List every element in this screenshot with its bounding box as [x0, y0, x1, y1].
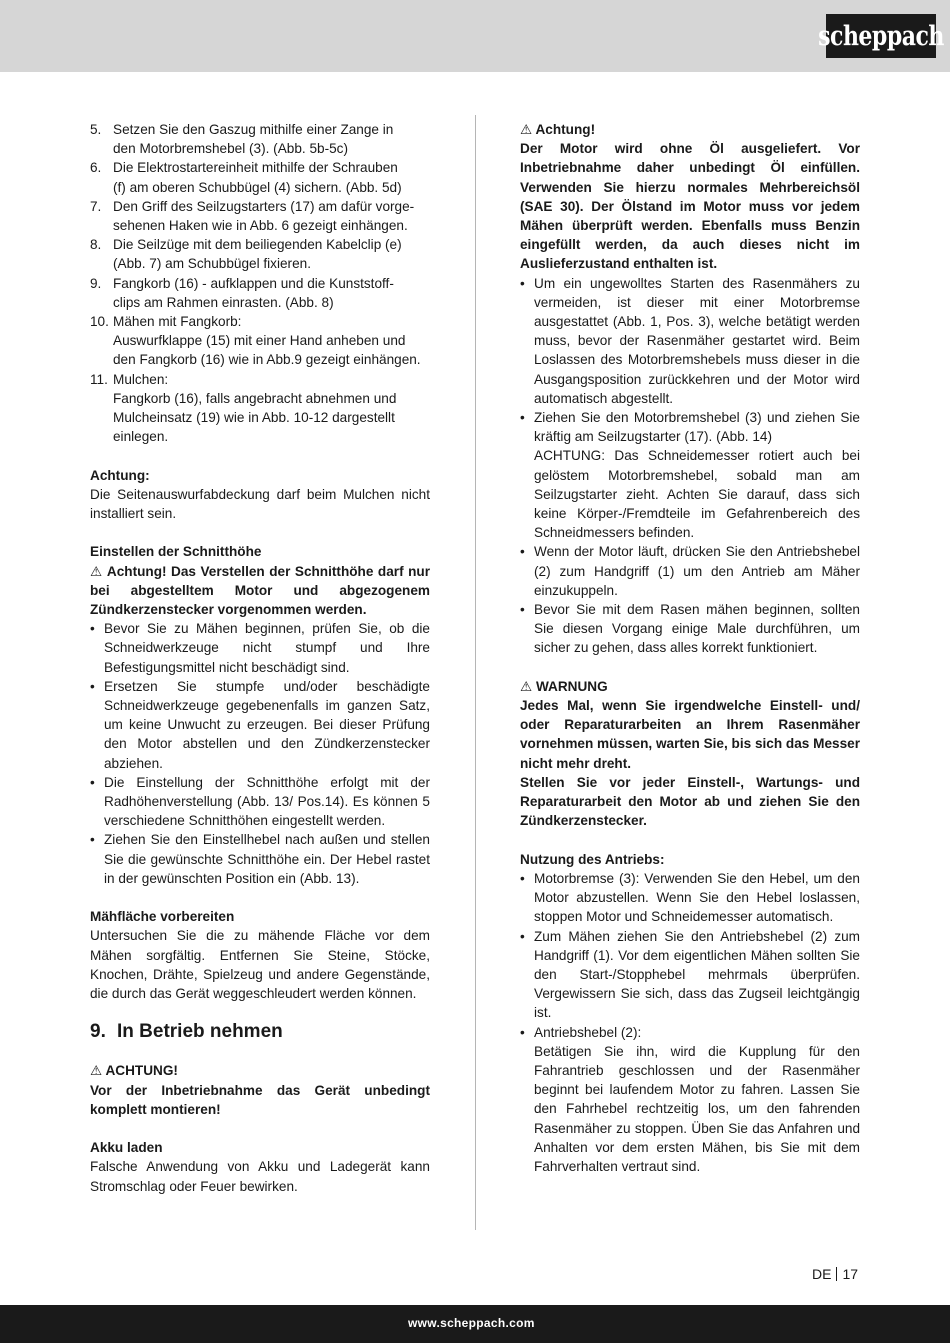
schnitthoehe-heading: Einstellen der Schnitthöhe [90, 544, 262, 560]
maehflaeche-heading: Mähfläche vorbereiten [90, 909, 235, 925]
list-item: • Ersetzen Sie stumpfe und/oder beschädigte Schneidwerkzeuge gegebenenfalls im ganzen Satz, um keine Unwucht zu erzeugen. Bei dieser Prüfung den Motor abstellen und den Zündkerzenstecker abziehen. [90, 678, 430, 771]
list-item: • Ziehen Sie den Einstellhebel nach außen und stellen Sie die gewünschte Schnitthöhe ein. Der Hebel rastet in der gewünschten Position ein (Abb. 13). [90, 832, 430, 886]
antrieb-heading: Nutzung des Antriebs: [520, 851, 665, 867]
language-code: DE [812, 1266, 832, 1282]
list-item: • Wenn der Motor läuft, drücken Sie den Antriebshebel (2) zum Handgriff (1) um den Antrieb am Mäher einzukuppeln. [520, 544, 860, 598]
list-item: 5. Setzen Sie den Gaszug mithilfe einer Zange in den Motorbremshebel (3). (Abb. 5b-5c) [90, 122, 394, 157]
page-number-divider [836, 1267, 837, 1281]
akku-heading: Akku laden [90, 1140, 163, 1156]
list-item: • Zum Mähen ziehen Sie den Antriebshebel (2) zum Handgriff (1). Vor dem eigentlichen Mähen sollten Sie den Start-/Stopphebel mehrmals überprüfen. Vergewissern Sie sich, dass das Zugseil leichtgängig ist. [520, 928, 860, 1021]
column-divider [475, 115, 476, 1230]
right-column [520, 120, 860, 1176]
page-number-value: 17 [842, 1266, 859, 1282]
antrieb-list [520, 869, 860, 1176]
list-item: 8. Die Seilzüge mit dem beiliegenden Kabelclip (e) (Abb. 7) am Schubbügel fixieren. [90, 237, 402, 272]
warnung-heading: ⚠ WARNUNG [520, 678, 608, 694]
maehflaeche-text: Untersuchen Sie die zu mähende Fläche vor dem Mähen sorgfältig. Entfernen Sie Steine, Stöcke, Knochen, Drähte, Spielzeug und andere Gegenstände, die durch das Gerät weggeschleudert werden können. [90, 928, 430, 1002]
page-header [0, 0, 950, 72]
achtung-text: Die Seitenauswurfabdeckung darf beim Mulchen nicht installiert sein. [90, 486, 430, 522]
website-url: www.scheppach.com [408, 1316, 535, 1330]
list-item: • Motorbremse (3): Verwenden Sie den Hebel, um den Motor abzustellen. Wenn Sie den Hebel loslassen, stoppen Motor und Schneidemesser automatisch. [520, 870, 860, 925]
list-item: • Die Einstellung der Schnitthöhe erfolgt mit der Radhöhenverstellung (Abb. 13/ Pos.14). Es können 5 verschiedene Schnitthöhen eingestellt werden. [90, 774, 430, 829]
warnung-text-2: Stellen Sie vor jeder Einstell-, Wartungs- und Reparaturarbeit den Motor ab und ziehen Sie den Zündkerzenstecker. [520, 774, 860, 829]
section-heading: 9. In Betrieb nehmen [90, 1021, 283, 1043]
list-item: • Um ein ungewolltes Starten des Rasenmähers zu vermeiden, ist dieser mit einer Motorbremse ausgestattet (Abb. 1, Pos. 3), welche betätigt werden muss, bevor der Rasenmäher gestartet wird. Beim Loslassen des Motorbremshebels muss dieser in die Ausgangsposition zurückkehren und der Motor wird automatisch abgestellt. [520, 275, 860, 406]
list-item: 9. Fangkorb (16) - aufklappen und die Kunststoff- clips am Rahmen einrasten. (Abb. 8) [90, 275, 394, 310]
list-item: 7. Den Griff des Seilzugstarters (17) am dafür vorge- sehenen Haken wie in Abb. 6 gezeigt einhängen. [90, 198, 415, 234]
list-item: • Bevor Sie zu Mähen beginnen, prüfen Sie, ob die Schneidwerkzeuge nicht stumpf und Ihre Befestigungsmittel nicht beschädigt sind. [90, 621, 430, 675]
achtung-heading: Achtung: [90, 467, 150, 483]
start-list [520, 274, 860, 658]
list-item: • Ziehen Sie den Motorbremshebel (3) und ziehen Sie kräftig am Seilzugstarter (17). (Abb. 14) ACHTUNG: Das Schneidemesser rotiert auch bei gelöstem Motorbremshebel, sobald man am Seilzugstarter zieht. Achten Sie darauf, dass sich keine Körper-/Fremdteile im Gefahrenbereich des Schneidmessers befinden. [520, 410, 860, 541]
oil-warning-heading: ⚠ Achtung! [520, 122, 596, 137]
list-item: 6. Die Elektrostartereinheit mithilfe der Schrauben (f) am oberen Schubbügel (4) sichern. (Abb. 5d) [90, 160, 402, 195]
schnitthoehe-list [90, 619, 430, 888]
schnitthoehe-warning: ⚠ Achtung! Das Verstellen der Schnitthöhe darf nur bei abgestelltem Motor und abgezogenem Zündkerzenstecker vorgenommen werden. [90, 563, 430, 618]
list-item: 10. Mähen mit Fangkorb: Auswurfklappe (15) mit einer Hand anheben und den Fangkorb (16) wie in Abb.9 gezeigt einhängen. [90, 314, 421, 368]
list-item: • Bevor Sie mit dem Rasen mähen beginnen, sollten Sie diesen Vorgang einige Male durchführen, um sicher zu gehen, dass alles korrekt funktioniert. [520, 602, 860, 656]
akku-text: Falsche Anwendung von Akku und Ladegerät kann Stromschlag oder Feuer bewirken. [90, 1159, 430, 1194]
brand-logo [818, 14, 944, 58]
list-item: • Antriebshebel (2): Betätigen Sie ihn, wird die Kupplung für den Fahrantrieb geschlossen und der Rasenmäher beginnt bei laufendem Motor zu fahren. Lassen Sie den Fahrhebel rechtzeitig los, um den fahrenden Rasenmäher zu stoppen. Üben Sie das Anfahren und Anhalten vor dem ersten Mähen, bis Sie mit dem Fahrverhalten vertraut sind. [520, 1024, 860, 1174]
betrieb-warning-heading: ⚠ ACHTUNG! [90, 1063, 178, 1079]
assembly-steps [90, 120, 430, 446]
page-number [812, 1266, 858, 1282]
brand-logo-text: scheppach [818, 19, 944, 53]
oil-warning-text: Der Motor wird ohne Öl ausgeliefert. Vor Inbetriebnahme daher unbedingt Öl einfüllen. Verwenden Sie hierzu normales Mehrbereichsöl (SAE 30). Der Ölstand im Motor muss vor jedem Mähen überprüft werden. Ebenfalls muss Benzin eingefüllt werden, da auch dieses nicht im Auslieferzustand enthalten ist. [520, 141, 860, 272]
betrieb-warning-text: Vor der Inbetriebnahme das Gerät unbedingt komplett montieren! [90, 1082, 430, 1117]
left-column [90, 120, 430, 1196]
list-item: 11. Mulchen: Fangkorb (16), falls angebracht abnehmen und Mulcheinsatz (19) wie in Abb. 10-12 dargestellt einlegen. [90, 371, 397, 445]
warnung-text-1: Jedes Mal, wenn Sie irgendwelche Einstell- und/ oder Reparaturarbeiten an Ihrem Rasenmäher vornehmen müssen, warten Sie, bis sich das Messer nicht mehr dreht. [520, 698, 860, 771]
page-footer [0, 1305, 950, 1343]
